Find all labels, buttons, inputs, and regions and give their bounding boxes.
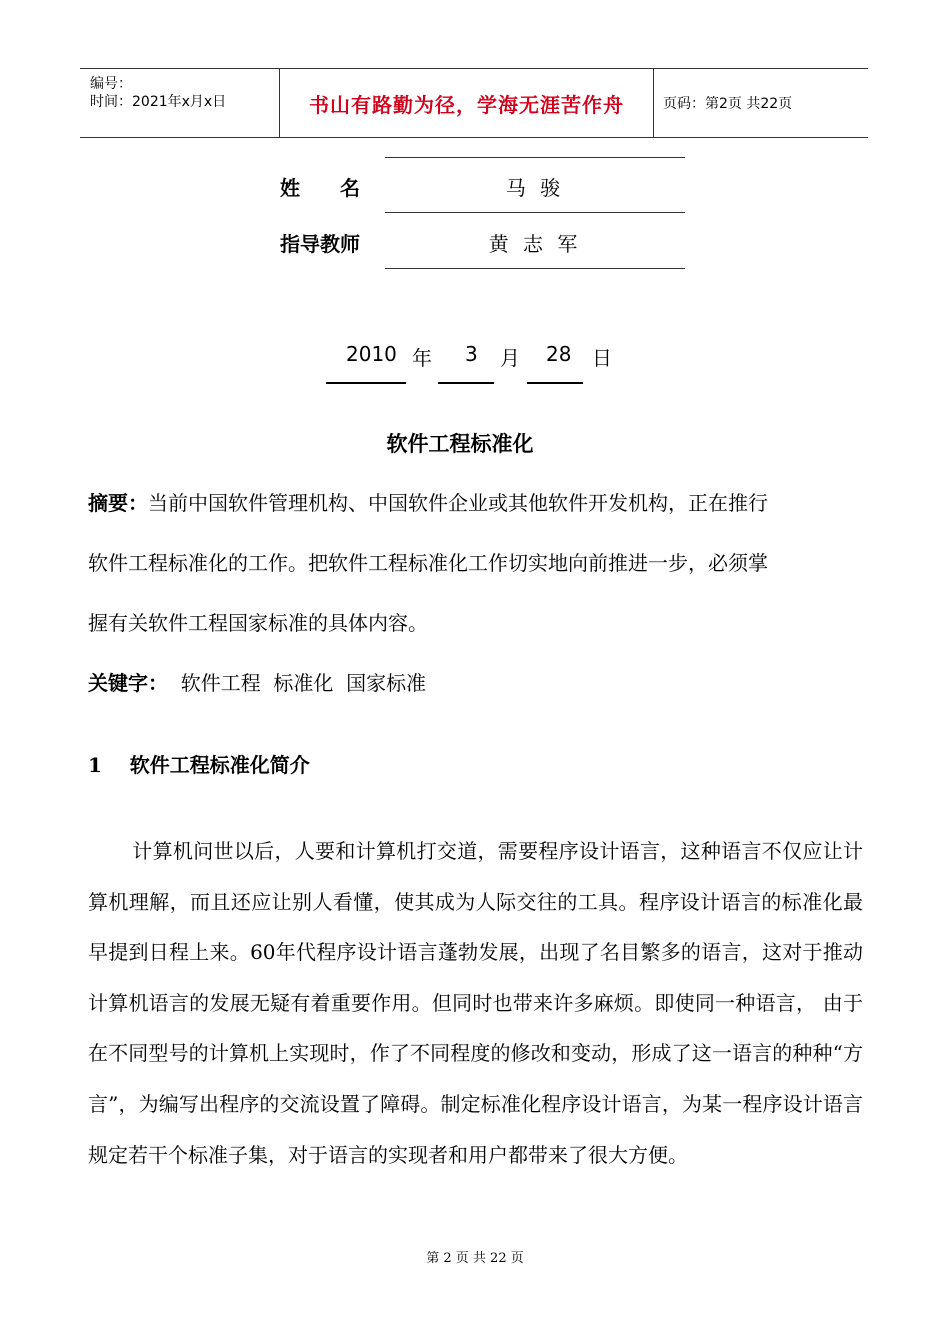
- header-page-info: 页码：第2页 共22页: [663, 96, 793, 112]
- date-day-unit: 日: [592, 346, 612, 370]
- advisor-value: 黄 志 军: [488, 232, 582, 256]
- section-1-title: 软件工程标准化简介: [129, 753, 310, 777]
- advisor-bottom-rule: [385, 268, 685, 269]
- date-year-unit: 年: [412, 346, 432, 370]
- body-paragraph: [88, 826, 863, 1180]
- abstract-line-1: [88, 487, 863, 516]
- section-1-number: 1: [88, 753, 102, 777]
- number-label: 编号：: [90, 76, 132, 92]
- keywords-label: 关键字：: [88, 671, 168, 695]
- header-motto: 书山有路勤为径，学海无涯苦作舟: [280, 69, 654, 137]
- body-text: 计算机问世以后，人要和计算机打交道，需要程序设计语言，这种语言不仅应让计算机理解，而且还应让别人看懂，使其成为人际交往的工具。程序设计语言的标准化最早提到日程上来。60年代程序设计语言蓬勃发展，出现了名目繁多的语言，这对于推动计算机语言的发展无疑有着重要作用。但同时也带来许多麻烦。即使同一种语言， 由于在不同型号的计算机上实现时，作了不同程度的修改和变动，形成了这一语言的种种“方言”，为编写出程序的交流设置了障碍。制定标准化程序设计语言，为某一程序设计语言规定若干个标准子集，对于语言的实现者和用户都带来了很大方便。: [88, 839, 863, 1167]
- page-header: [80, 68, 868, 138]
- advisor-label: 指导教师: [280, 232, 360, 256]
- abstract-label: 摘要：: [88, 491, 148, 515]
- name-top-rule: [385, 157, 685, 158]
- abstract-line-2: 软件工程标准化的工作。把软件工程标准化工作切实地向前推进一步，必须掌: [88, 551, 768, 575]
- date-day: 28: [546, 342, 572, 366]
- time-label: 时间：2021年x月x日: [90, 94, 227, 110]
- date-month: 3: [465, 342, 478, 366]
- name-value: 马 骏: [505, 176, 565, 200]
- header-meta: [80, 69, 280, 137]
- month-underline: [438, 382, 494, 384]
- keywords-value: 软件工程 标准化 国家标准: [180, 671, 427, 695]
- doc-title: 软件工程标准化: [386, 431, 534, 456]
- abstract-line-3: 握有关软件工程国家标准的具体内容。: [88, 611, 428, 635]
- date-month-unit: 月: [500, 346, 520, 370]
- abstract-text-1: 当前中国软件管理机构、中国软件企业或其他软件开发机构，正在推行: [148, 491, 768, 515]
- date-year: 2010: [346, 342, 397, 366]
- day-underline: [527, 382, 583, 384]
- name-label: 姓 名: [280, 176, 360, 200]
- page-footer: 第 2 页 共 22 页: [426, 1251, 524, 1266]
- name-bottom-rule: [385, 212, 685, 213]
- keywords-line: [88, 667, 863, 696]
- section-1-heading: [88, 749, 863, 778]
- year-underline: [326, 382, 406, 384]
